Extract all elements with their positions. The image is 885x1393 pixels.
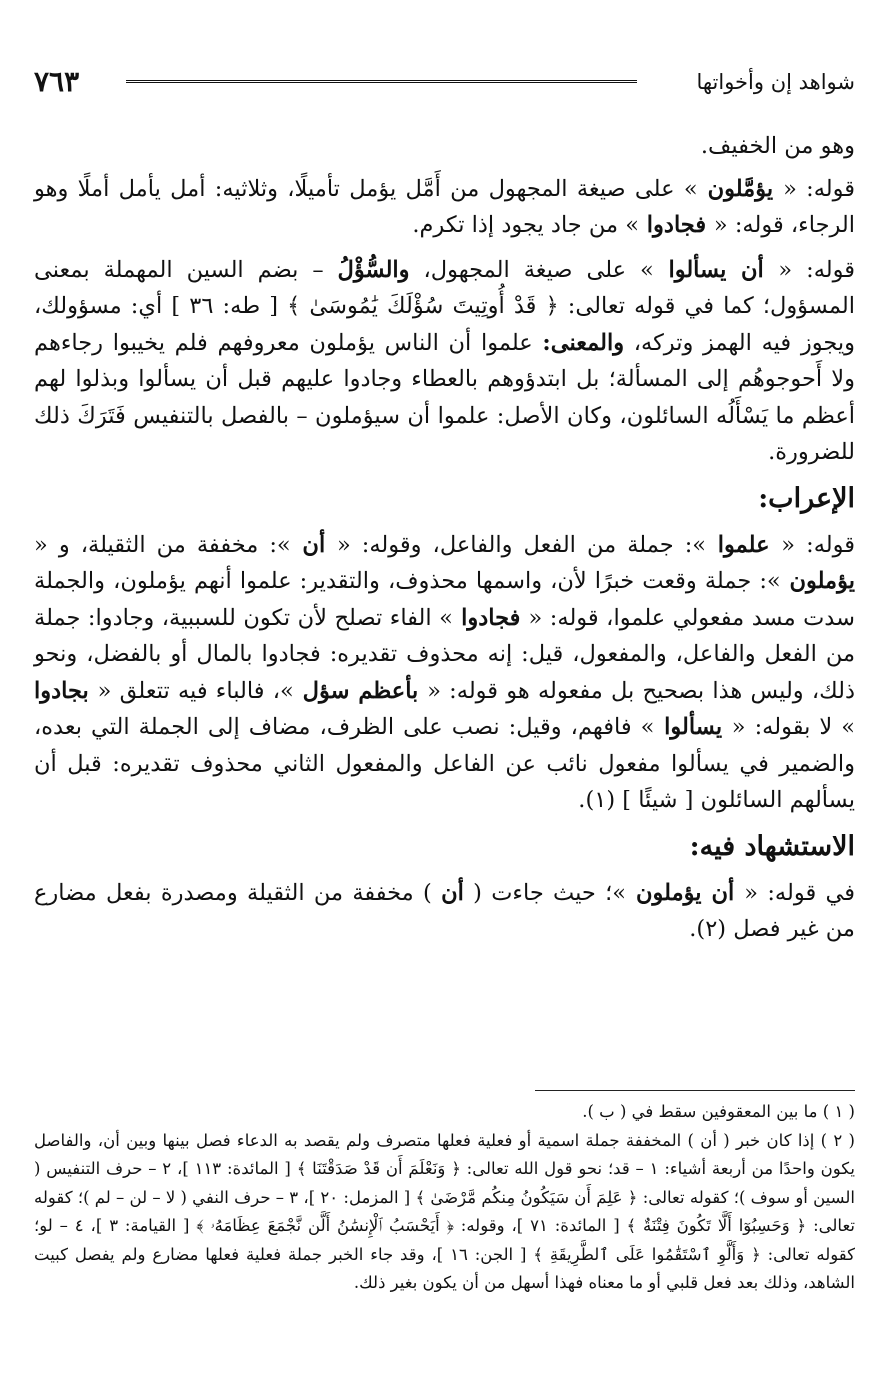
paragraph-vocabulary-1: قوله: « يؤمَّلون » على صيغة المجهول من أَمَّل يؤمل تأميلًا، وثلاثيه: أمل يأمل أملًا وهو الرجاء، قوله: « فجادوا » من جاد يجود إذا تكرم. [34,175,856,238]
keyword-highlight: يؤمَّلون [697,175,784,202]
paragraph-irab: قوله: « علموا »: جملة من الفعل والفاعل، وقوله: « أن »: مخففة من الثقيلة، و « يؤملون »: جملة وقعت خبرًا لأن، واسمها محذوف، والتقدير: علموا أنهم يؤملون، والجملة سدت مسد مفعولي علموا، قوله: « فجادوا » الفاء تصلح لأن تكون للسببية، وجادوا: جملة من الفعل والفاعل، والمفعول، قيل: إنه محذوف تقديره: فجادوا بالمال أو بالفضل، ونحو ذلك، وليس هذا بصحيح بل مفعوله هو قوله: « بأعظم سؤل »، فالباء فيه تتعلق « بجادوا » لا بقوله: « يسألوا » فافهم، وقيل: نصب على الظرف، مضاف إلى الجملة التي بعده، والضمير في يسألوا مفعول نائب عن الفاعل والمفعول الثاني محذوف تقديره: قبل أن يسألهم السائلون [ شيئًا ] (١). [34,531,855,813]
paragraph-meter: وهو من الخفيف. [700,133,855,159]
keyword-highlight: أن [290,531,337,558]
keyword-highlight: أن يسألوا [653,256,779,283]
keyword-highlight: فجادوا [638,212,714,238]
footnote-separator [535,1090,855,1091]
section-heading-irab: الإعراب: [758,482,855,514]
keyword-highlight: والمعنى: [542,329,625,356]
paragraph-istishhad: في قوله: « أن يؤملون »؛ حيث جاءت ( أن ) مخففة من الثقيلة ومصدرة بفعل مضارع من غير فصل (٢). [34,879,855,942]
keyword-highlight: أن [441,879,464,906]
keyword-highlight: يؤملون [780,568,855,594]
page-number: ٧٦٣ [34,65,80,98]
keyword-highlight: يسألوا [654,714,732,740]
header-rule [126,80,637,85]
keyword-highlight: أن يؤملون [626,879,745,906]
keyword-highlight: بأعظم سؤل [293,677,428,704]
paragraph-vocabulary-2: قوله: « أن يسألوا » على صيغة المجهول، والسُّؤْلُ – بضم السين المهملة بمعنى المسؤول؛ كما في قوله تعالى: ﴿ قَدْ أُوتِيتَ سُؤْلَكَ يَٰمُوسَىٰ ﴾ [ طه: ٣٦ ] أي: مسؤولك، ويجوز فيه الهمز وتركه، والمعنى: علموا أن الناس يؤملون معروفهم فلم يخيبوا رجاءهم ولا أَحوجوهُم إلى المسألة؛ بل ابتدؤوهم بالعطاء وجادوا عليهم قبل أن يسألوا وبذلوا لهم أعظم ما يَسْأَلُه السائلون، وكان الأصل: علموا أن سيؤملون – بالفصل بالتنفيس فَتَرَكَ ذلك للضرورة. [34,256,856,465]
footnote-1: ( ١ ) ما بين المعقوفين سقط في ( ب ). [582,1102,855,1121]
keyword-highlight: فجادوا [452,604,529,631]
keyword-highlight: بجادوا [34,677,98,704]
footnote-2: ( ٢ ) إذا كان خبر ( أن ) المخففة جملة اسمية أو فعلية فعلها متصرف ولم يقصد به الدعاء فصل بينها وبين أن، والفاصل يكون واحدًا من أربعة أشياء: ١ – قد؛ نحو قول الله تعالى: ﴿ وَنَعْلَمَ أَن قَدْ صَدَقْتَنَا ﴾ [ المائدة: ١١٣ ]، ٢ – حرف التنفيس ( السين أو سوف )؛ كقوله تعالى: ﴿ عَلِمَ أَن سَيَكُونُ مِنكُم مَّرْضَىٰ ﴾ [ المزمل: ٢٠ ]، ٣ – حرف النفي ( لا – لن – لم )؛ كقوله تعالى: ﴿ وَحَسِبُوٓا أَلَّا تَكُونَ فِتْنَةٌ ﴾ [ المائدة: ٧١ ]، وقوله: ﴿ أَيَحْسَبُ ٱلْإِنسَٰنُ أَلَّن نَّجْمَعَ عِظَامَهُۥ ﴾ [ القيامة: ٣ ]، ٤ – لو؛ كقوله تعالى: ﴿ وَأَلَّوِ ٱسْتَقَٰمُوا عَلَى ٱلطَّرِيقَةِ ﴾ [ الجن: ١٦ ]، وقد جاء الخبر جملة فعلية فعلها مضارع ولم يفصل كبيت الشاهد، وذلك بعد فعل قلبي أو ما معناه فهذا أسهل من أن يكون بغير ذلك. [34,1130,856,1292]
keyword-highlight: والسُّؤْلُ [337,256,410,283]
running-title: شواهد إن وأخواتها [696,70,855,94]
page-header [34,64,855,100]
main-text [34,128,855,956]
section-heading-istishhad: الاستشهاد فيه: [689,830,855,862]
footnotes [34,1098,855,1298]
keyword-highlight: علموا [706,531,782,558]
